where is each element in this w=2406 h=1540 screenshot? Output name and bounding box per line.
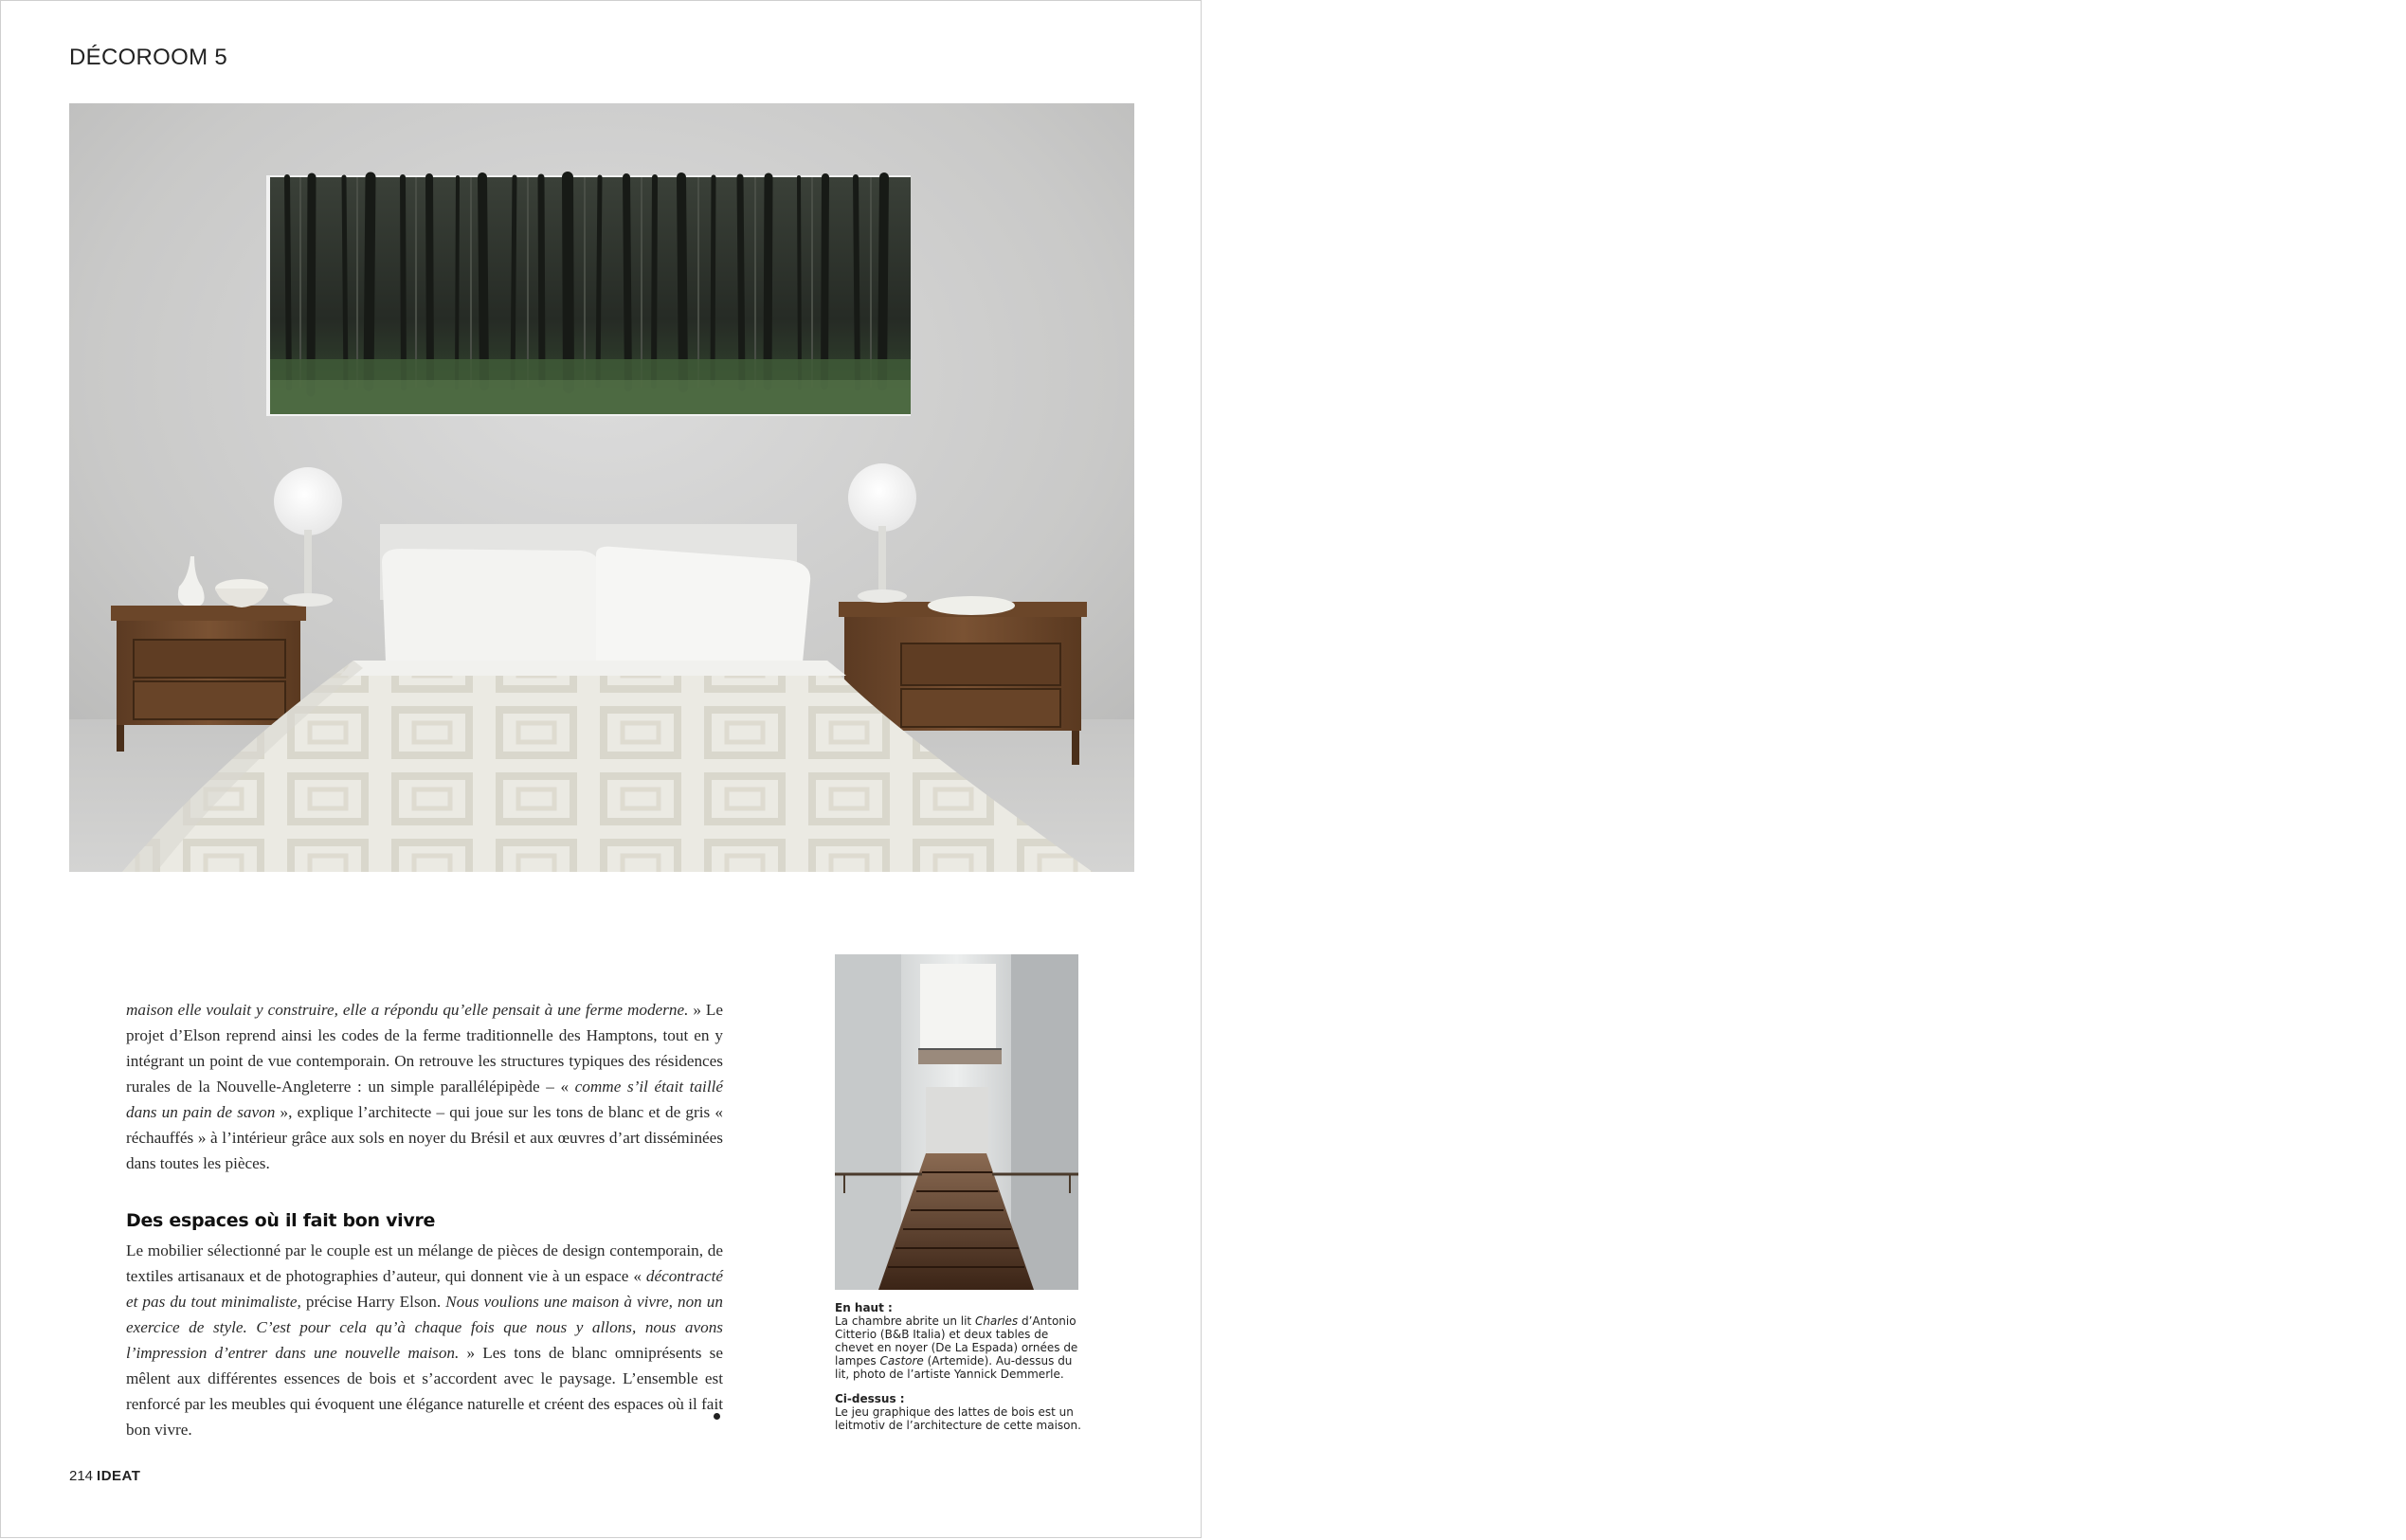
article-subheading: Des espaces où il fait bon vivre (126, 1210, 436, 1231)
bedroom-photo (69, 103, 1134, 872)
photo-captions (835, 1301, 1086, 1443)
page-number: 214 (69, 1468, 94, 1484)
magazine-page (0, 0, 1202, 1538)
blank-facing-page (1203, 0, 2406, 1540)
end-of-article-mark (714, 1413, 720, 1420)
section-rubric: DÉCOROOM 5 (69, 45, 228, 70)
caption-below: Ci-dessus : Le jeu graphique des lattes de bois est un leitmotiv de l’architecture de cette maison. (835, 1392, 1081, 1432)
paragraph-2: Le mobilier sélectionné par le couple est un mélange de pièces de design contemporain, de textiles artisanaux et de photographies d’auteur, qui donnent vie à un espace « décontracté et pas du tout minimaliste, précise Harry Elson. Nous voulions une maison à vivre, non un exercice de style. C’est pour cela qu’à chaque fois que nous y allons, nous avons l’impression d’entrer dans une nouvelle maison. » Les tons de blanc omniprésents se mêlent aux différentes essences de bois et s’accordent avec le paysage. L’ensemble est renforcé par les meubles qui évoquent une élégance naturelle et créent des espaces où il fait bon vivre. (126, 1241, 723, 1439)
page-folio (69, 1468, 140, 1484)
staircase-photo (835, 954, 1078, 1290)
magazine-name: IDEAT (97, 1468, 141, 1484)
article-body (126, 997, 723, 1442)
caption-top: En haut : La chambre abrite un lit Charles d’Antonio Citterio (B&B Italia) et deux tables de chevet en noyer (De La Espada) ornées de lampes Castore (Artemide). Au-dessus du lit, photo de l’artiste Yannick Demmerle. (835, 1301, 1078, 1381)
paragraph-1: maison elle voulait y construire, elle a répondu qu’elle pensait à une ferme moderne. » Le projet d’Elson reprend ainsi les codes de la ferme traditionnelle des Hamptons, tout en y intégrant un point de vue contemporain. On retrouve les structures typiques des résidences rurales de la Nouvelle-Angleterre : un simple parallélépipède – « comme s’il était taillé dans un pain de savon », explique l’architecte – qui joue sur les tons de blanc et de gris « réchauffés » à l’intérieur grâce aux sols en noyer du Brésil et aux œuvres d’art disséminées dans toutes les pièces. (126, 1001, 724, 1172)
